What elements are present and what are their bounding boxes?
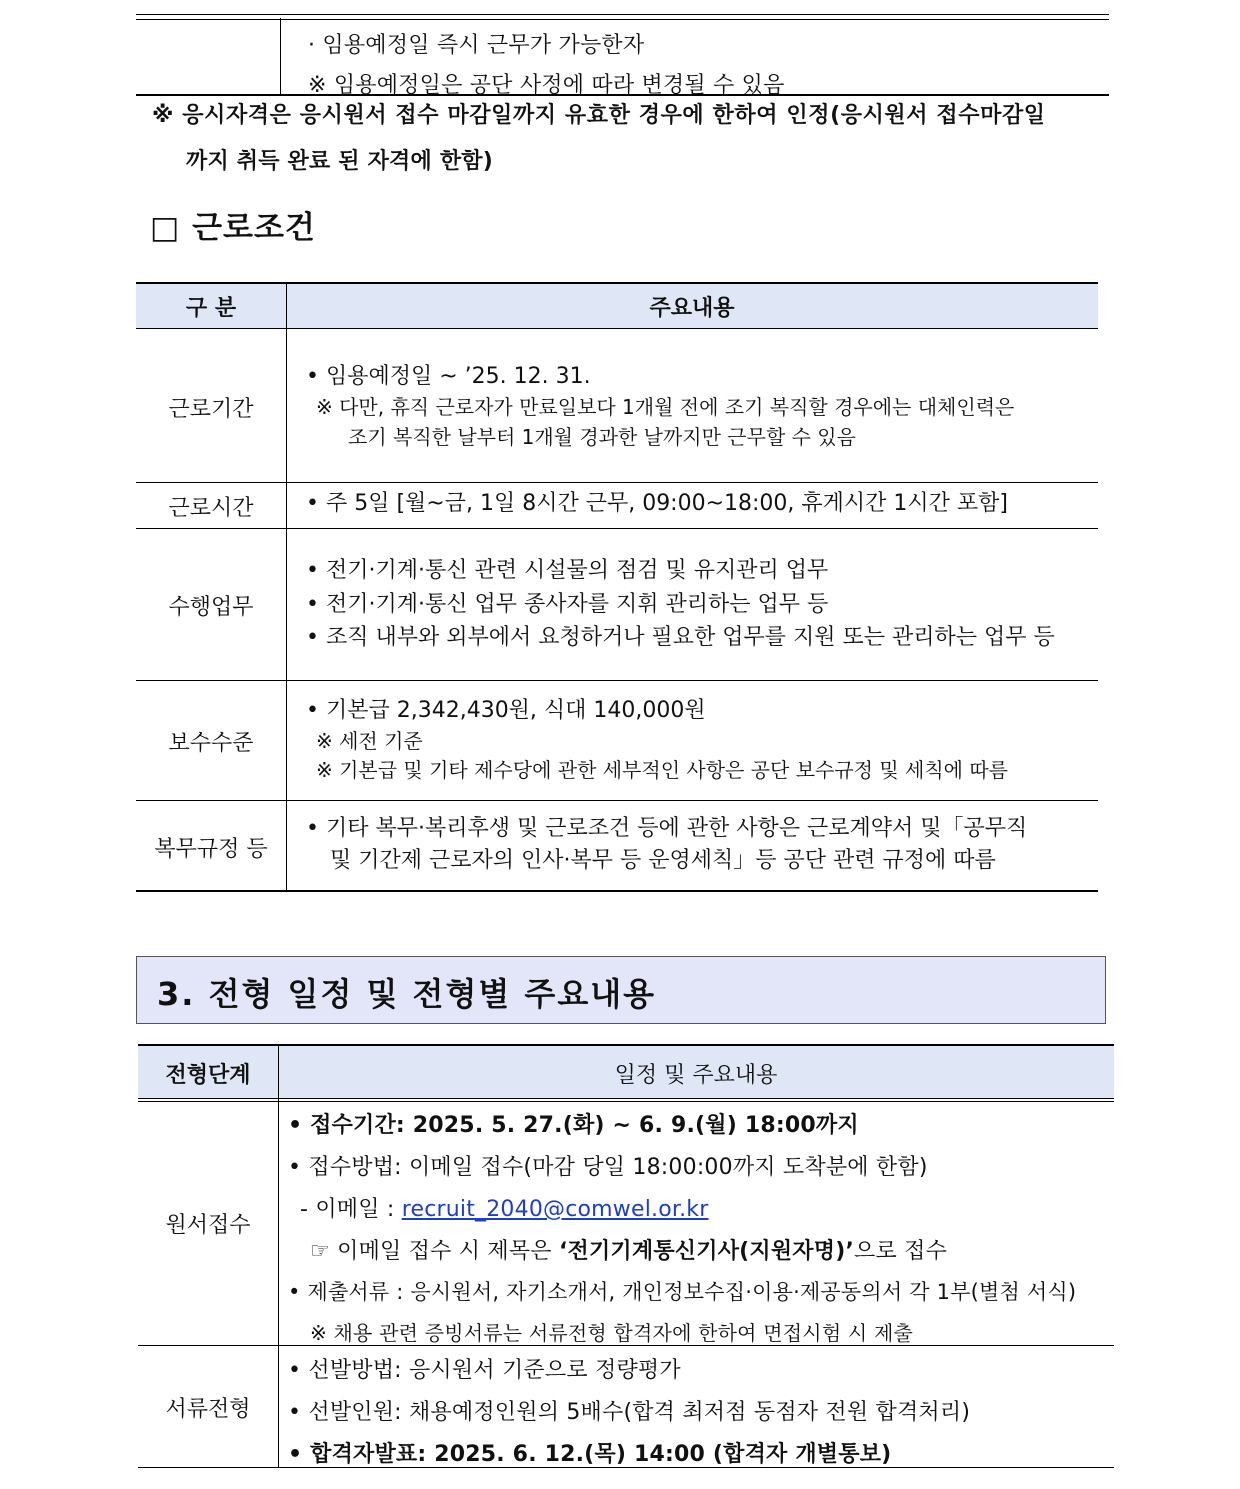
schedule-table	[138, 1044, 1114, 1469]
eligibility-notice-line1: ※ 응시자격은 응시원서 접수 마감일까지 유효한 경우에 한하여 인정(응시원서 접수마감일	[152, 103, 1046, 128]
pay-note1: ※ 세전 기준	[316, 729, 423, 753]
row-label-application: 원서접수	[165, 1213, 251, 1238]
header-stage: 전형단계	[165, 1063, 251, 1088]
pay-note2: ※ 기본급 및 기타 제수당에 관한 세부적인 사항은 공단 보수규정 및 세칙에 따름	[316, 758, 1008, 782]
row-label-screening: 서류전형	[165, 1397, 251, 1422]
email-subject-instruction	[310, 1234, 947, 1265]
section-3-banner	[136, 956, 1106, 1024]
eligibility-notice-line2: 까지 취득 완료 된 자격에 한함)	[186, 149, 493, 174]
email-row	[300, 1192, 709, 1223]
work-period-note: ※ 다만, 휴직 근로자가 만료일보다 1개월 전에 조기 복직할 경우에는 대체인력은	[316, 395, 1015, 419]
availability-requirement: · 임용예정일 즉시 근무가 가능한자	[308, 33, 645, 58]
table-bottom-border	[136, 890, 1098, 892]
email-link[interactable]: recruit_2040@comwel.or.kr	[401, 1197, 709, 1222]
row-divider	[136, 800, 1098, 801]
row-divider	[136, 528, 1098, 529]
work-conditions-table	[136, 282, 1098, 893]
row-label-work-hours: 근로시간	[168, 496, 254, 521]
pay-line1: • 기본급 2,342,430원, 식대 140,000원	[306, 698, 706, 723]
row-label-service-rules: 복무규정 등	[154, 837, 268, 862]
row-label-duties: 수행업무	[168, 595, 254, 620]
duties-line1: • 전기·기계·통신 관련 시설물의 점검 및 유지관리 업무	[306, 558, 829, 583]
column-divider	[286, 282, 287, 892]
application-period: • 접수기간: 2025. 5. 27.(화) ~ 6. 9.(월) 18:00까지	[288, 1113, 859, 1138]
work-conditions-heading: □ 근로조건	[150, 210, 316, 246]
duties-line3: • 조직 내부와 외부에서 요청하거나 필요한 업무를 지원 또는 관리하는 업무 등	[306, 625, 1055, 650]
row-divider	[136, 482, 1098, 483]
documents-note: ※ 채용 관련 증빙서류는 서류전형 합격자에 한하여 면접시험 시 제출	[310, 1321, 914, 1345]
screening-announcement: • 합격자발표: 2025. 6. 12.(목) 14:00 (합격자 개별통보)	[288, 1442, 892, 1467]
subject-prefix: ☞ 이메일 접수 시 제목은	[310, 1239, 559, 1264]
service-rules-line1: • 기타 복무·복리후생 및 근로조건 등에 관한 사항은 근로계약서 및「공무직	[306, 816, 1028, 841]
column-divider	[278, 1044, 279, 1468]
screening-count: • 선발인원: 채용예정인원의 5배수(합격 최저점 동점자 전원 합격처리)	[288, 1400, 971, 1425]
row-divider	[136, 328, 1098, 329]
header-category: 구 분	[185, 296, 237, 321]
email-label: - 이메일 :	[300, 1197, 395, 1222]
subject-format: ‘전기기계통신기사(지원자명)’	[558, 1239, 855, 1264]
row-divider	[136, 680, 1098, 681]
appointment-date-note: ※ 임용예정일은 공단 사정에 따라 변경될 수 있음	[308, 73, 785, 98]
work-hours-line: • 주 5일 [월~금, 1일 8시간 근무, 09:00~18:00, 휴게시간 1시간 포함]	[306, 491, 1008, 516]
work-period-line1: • 임용예정일 ~ ’25. 12. 31.	[306, 364, 591, 389]
table-top-border	[138, 1044, 1114, 1046]
application-method: • 접수방법: 이메일 접수(마감 당일 18:00:00까지 도착분에 한함)	[288, 1155, 928, 1180]
row-label-work-period: 근로기간	[168, 397, 254, 422]
duties-line2: • 전기·기계·통신 업무 종사자를 지휘 관리하는 업무 등	[306, 592, 829, 617]
column-divider	[280, 18, 281, 96]
qualification-table-continuation	[136, 14, 1109, 96]
required-documents: • 제출서류 : 응시원서, 자기소개서, 개인정보수집·이용·제공동의서 각 1부(별첨 서식)	[288, 1280, 1077, 1304]
row-label-pay: 보수수준	[168, 731, 254, 756]
row-divider	[138, 1098, 1114, 1099]
table-top-border	[136, 14, 1109, 20]
work-period-note-cont: 조기 복직한 날부터 1개월 경과한 날까지만 근무할 수 있음	[348, 425, 856, 449]
screening-method: • 선발방법: 응시원서 기준으로 정량평가	[288, 1358, 681, 1383]
header-schedule: 일정 및 주요내용	[614, 1063, 778, 1088]
subject-suffix: 으로 접수	[854, 1239, 948, 1264]
header-main-content: 주요내용	[649, 296, 735, 321]
row-divider	[138, 1101, 1114, 1102]
table-top-border	[136, 282, 1098, 284]
service-rules-line2: 및 기간제 근로자의 인사·복무 등 운영세칙」등 공단 관련 규정에 따름	[330, 848, 996, 873]
section-3-title: 3. 전형 일정 및 전형별 주요내용	[157, 975, 657, 1013]
